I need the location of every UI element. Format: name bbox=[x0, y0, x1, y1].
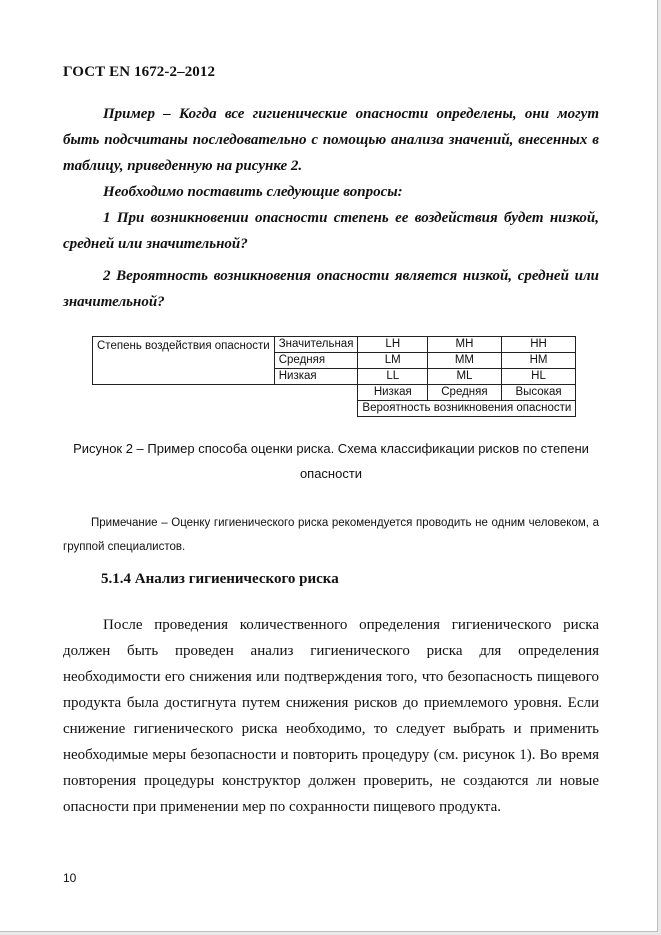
questions-intro: Необходимо поставить следующие вопросы: bbox=[103, 184, 403, 200]
probability-level: Низкая bbox=[358, 385, 428, 401]
probability-level: Средняя bbox=[428, 385, 502, 401]
section-body bbox=[63, 612, 599, 820]
section-paragraph: После проведения количественного определения гигиенического риска должен быть проведен анализ гигиенического риска для определения необходимости его снижения или подтверждения того, что безопасность пищевого продукта была достигнута путем снижения рисков до приемлемого уровня. Если снижение гигиенического риска необходимо, то следует выбрать и применить необходимые меры безопасности и повторить процедуру (см. рисунок 1). Во время повторения процедуры конструктор должен проверить, не создаются ли новые опасности при применении мер по сохранности пищевого продукта. bbox=[63, 617, 599, 815]
risk-cell: HL bbox=[501, 369, 576, 385]
risk-cell: ML bbox=[428, 369, 502, 385]
figure-caption: Рисунок 2 – Пример способа оценки риска. Схема классификации рисков по степени опасности bbox=[73, 441, 589, 481]
question-1: 1 При возникновении опасности степень ее воздействия будет низкой, средней или значительной? bbox=[63, 210, 599, 252]
section-heading: 5.1.4 Анализ гигиенического риска bbox=[101, 571, 339, 587]
example-block bbox=[63, 101, 599, 315]
table-row bbox=[93, 385, 576, 401]
risk-cell: LM bbox=[358, 353, 428, 369]
risk-cell: MH bbox=[428, 337, 502, 353]
note bbox=[63, 511, 599, 559]
table-row bbox=[93, 337, 576, 353]
severity-level: Низкая bbox=[274, 369, 358, 385]
table-row bbox=[93, 401, 576, 417]
probability-axis-label: Вероятность возникновения опасности bbox=[358, 401, 576, 417]
severity-level: Средняя bbox=[274, 353, 358, 369]
risk-classification-figure bbox=[92, 336, 572, 417]
note-label: Примечание bbox=[91, 517, 158, 529]
risk-cell: LH bbox=[358, 337, 428, 353]
risk-cell: HH bbox=[501, 337, 576, 353]
probability-level: Высокая bbox=[501, 385, 576, 401]
severity-level: Значительная bbox=[274, 337, 358, 353]
risk-cell: LL bbox=[358, 369, 428, 385]
severity-axis-label: Степень воздействия опасности bbox=[93, 337, 275, 385]
page-number: 10 bbox=[63, 871, 77, 885]
note-text: – Оценку гигиенического риска рекомендуется проводить не одним человеком, а группой специалистов. bbox=[63, 517, 599, 553]
example-paragraph: Пример – Когда все гигиенические опасности определены, они могут быть подсчитаны последовательно с помощью анализа значений, внесенных в таблицу, приведенную на рисунке 2. bbox=[63, 106, 599, 174]
risk-cell: MM bbox=[428, 353, 502, 369]
document-code: ГОСТ EN 1672-2–2012 bbox=[63, 64, 216, 80]
risk-cell: HM bbox=[501, 353, 576, 369]
question-2: 2 Вероятность возникновения опасности является низкой, средней или значительной? bbox=[63, 268, 599, 310]
risk-matrix-table bbox=[92, 336, 576, 417]
